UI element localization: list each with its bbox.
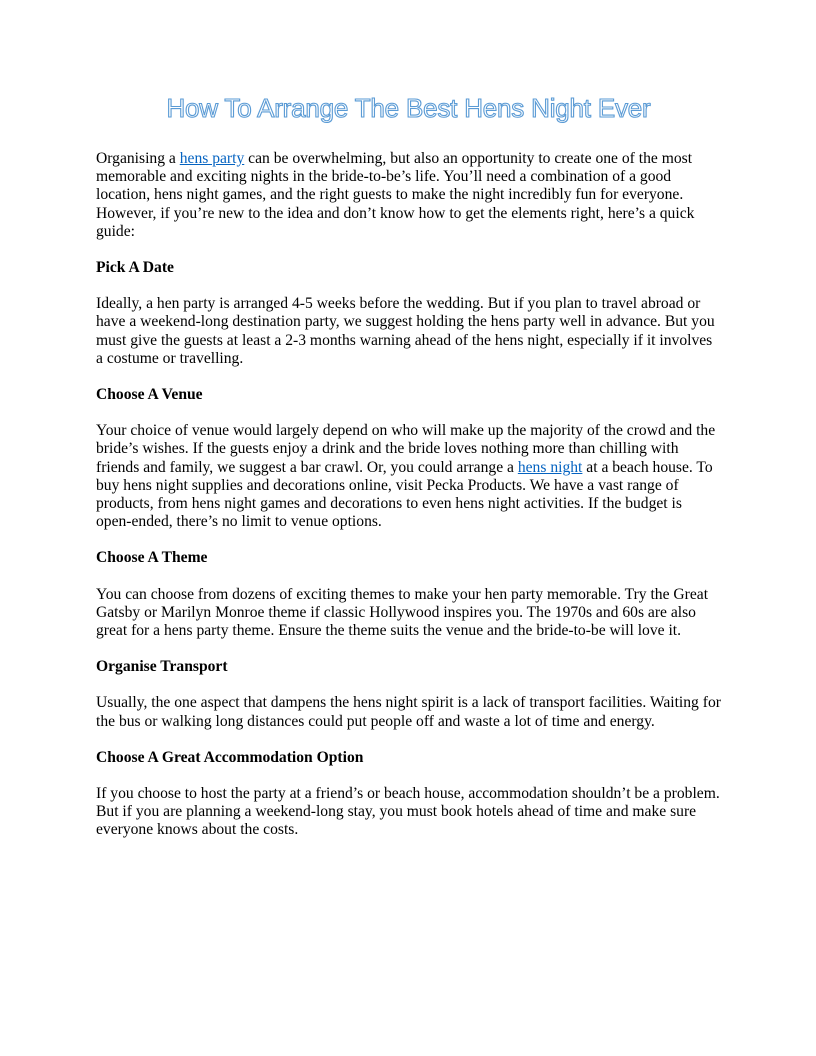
venue-text-after-link: at a beach house. To buy hens night supplies and decorations online, visit Pecka Products. We have a vast range of products, from hens night games and decorations to even hens night activities. If the budget is open-ended, there’s no limit to venue options.	[96, 458, 713, 531]
section-heading-accommodation: Choose A Great Accommodation Option	[96, 748, 364, 766]
section-body-choose-a-theme: You can choose from dozens of exciting themes to make your hen party memorable. Try the Great Gatsby or Marilyn Monroe theme if classic Hollywood inspires you. The 1970s and 60s are also great for a hens party theme. Ensure the theme suits the venue and the bride-to-be will love it.	[96, 585, 709, 640]
intro-text-after-link: can be overwhelming, but also an opportunity to create one of the most memorable and exciting nights in the bride-to-be’s life. You’ll need a combination of a good location, hens night games, and the right guests to make the night incredibly fun for everyone. However, if you’re new to the idea and don’t know how to get the elements right, here’s a quick guide:	[96, 150, 695, 240]
section-heading-organise-transport: Organise Transport	[96, 658, 228, 676]
section-heading-choose-a-theme: Choose A Theme	[96, 549, 208, 567]
document-title: How To Arrange The Best Hens Night Ever	[166, 93, 651, 123]
hens-party-link[interactable]: hens party	[179, 150, 245, 167]
document-page	[96, 88, 721, 858]
section-body-organise-transport: Usually, the one aspect that dampens the hens night spirit is a lack of transport facilities. Waiting for the bus or walking long distances could put people off and waste a lot of time and energy.	[96, 694, 721, 730]
section-body-accommodation: If you choose to host the party at a friend’s or beach house, accommodation shouldn’t be a problem. But if you are planning a weekend-long stay, you must book hotels ahead of time and make sure everyone knows about the costs.	[96, 785, 720, 839]
venue-text-before-link: Your choice of venue would largely depend on who will make up the majority of the crowd and the bride’s wishes. If the guests enjoy a drink and the bride loves nothing more than chilling with friends and family, we suggest a bar crawl. Or, you could arrange a	[96, 422, 716, 476]
intro-text-before-link: Organising a	[96, 150, 180, 167]
section-heading-choose-a-venue: Choose A Venue	[96, 386, 203, 404]
section-body-choose-a-venue	[96, 422, 721, 531]
hens-night-link[interactable]: hens night	[517, 458, 583, 476]
section-heading-pick-a-date: Pick A Date	[96, 259, 174, 277]
intro-paragraph	[96, 150, 721, 241]
section-body-pick-a-date: Ideally, a hen party is arranged 4-5 weeks before the wedding. But if you plan to travel abroad or have a weekend-long destination party, we suggest holding the hens party well in advance. But you must give the guests at least a 2-3 months warning ahead of the hens night, especially if it involves a costume or travelling.	[96, 295, 715, 367]
